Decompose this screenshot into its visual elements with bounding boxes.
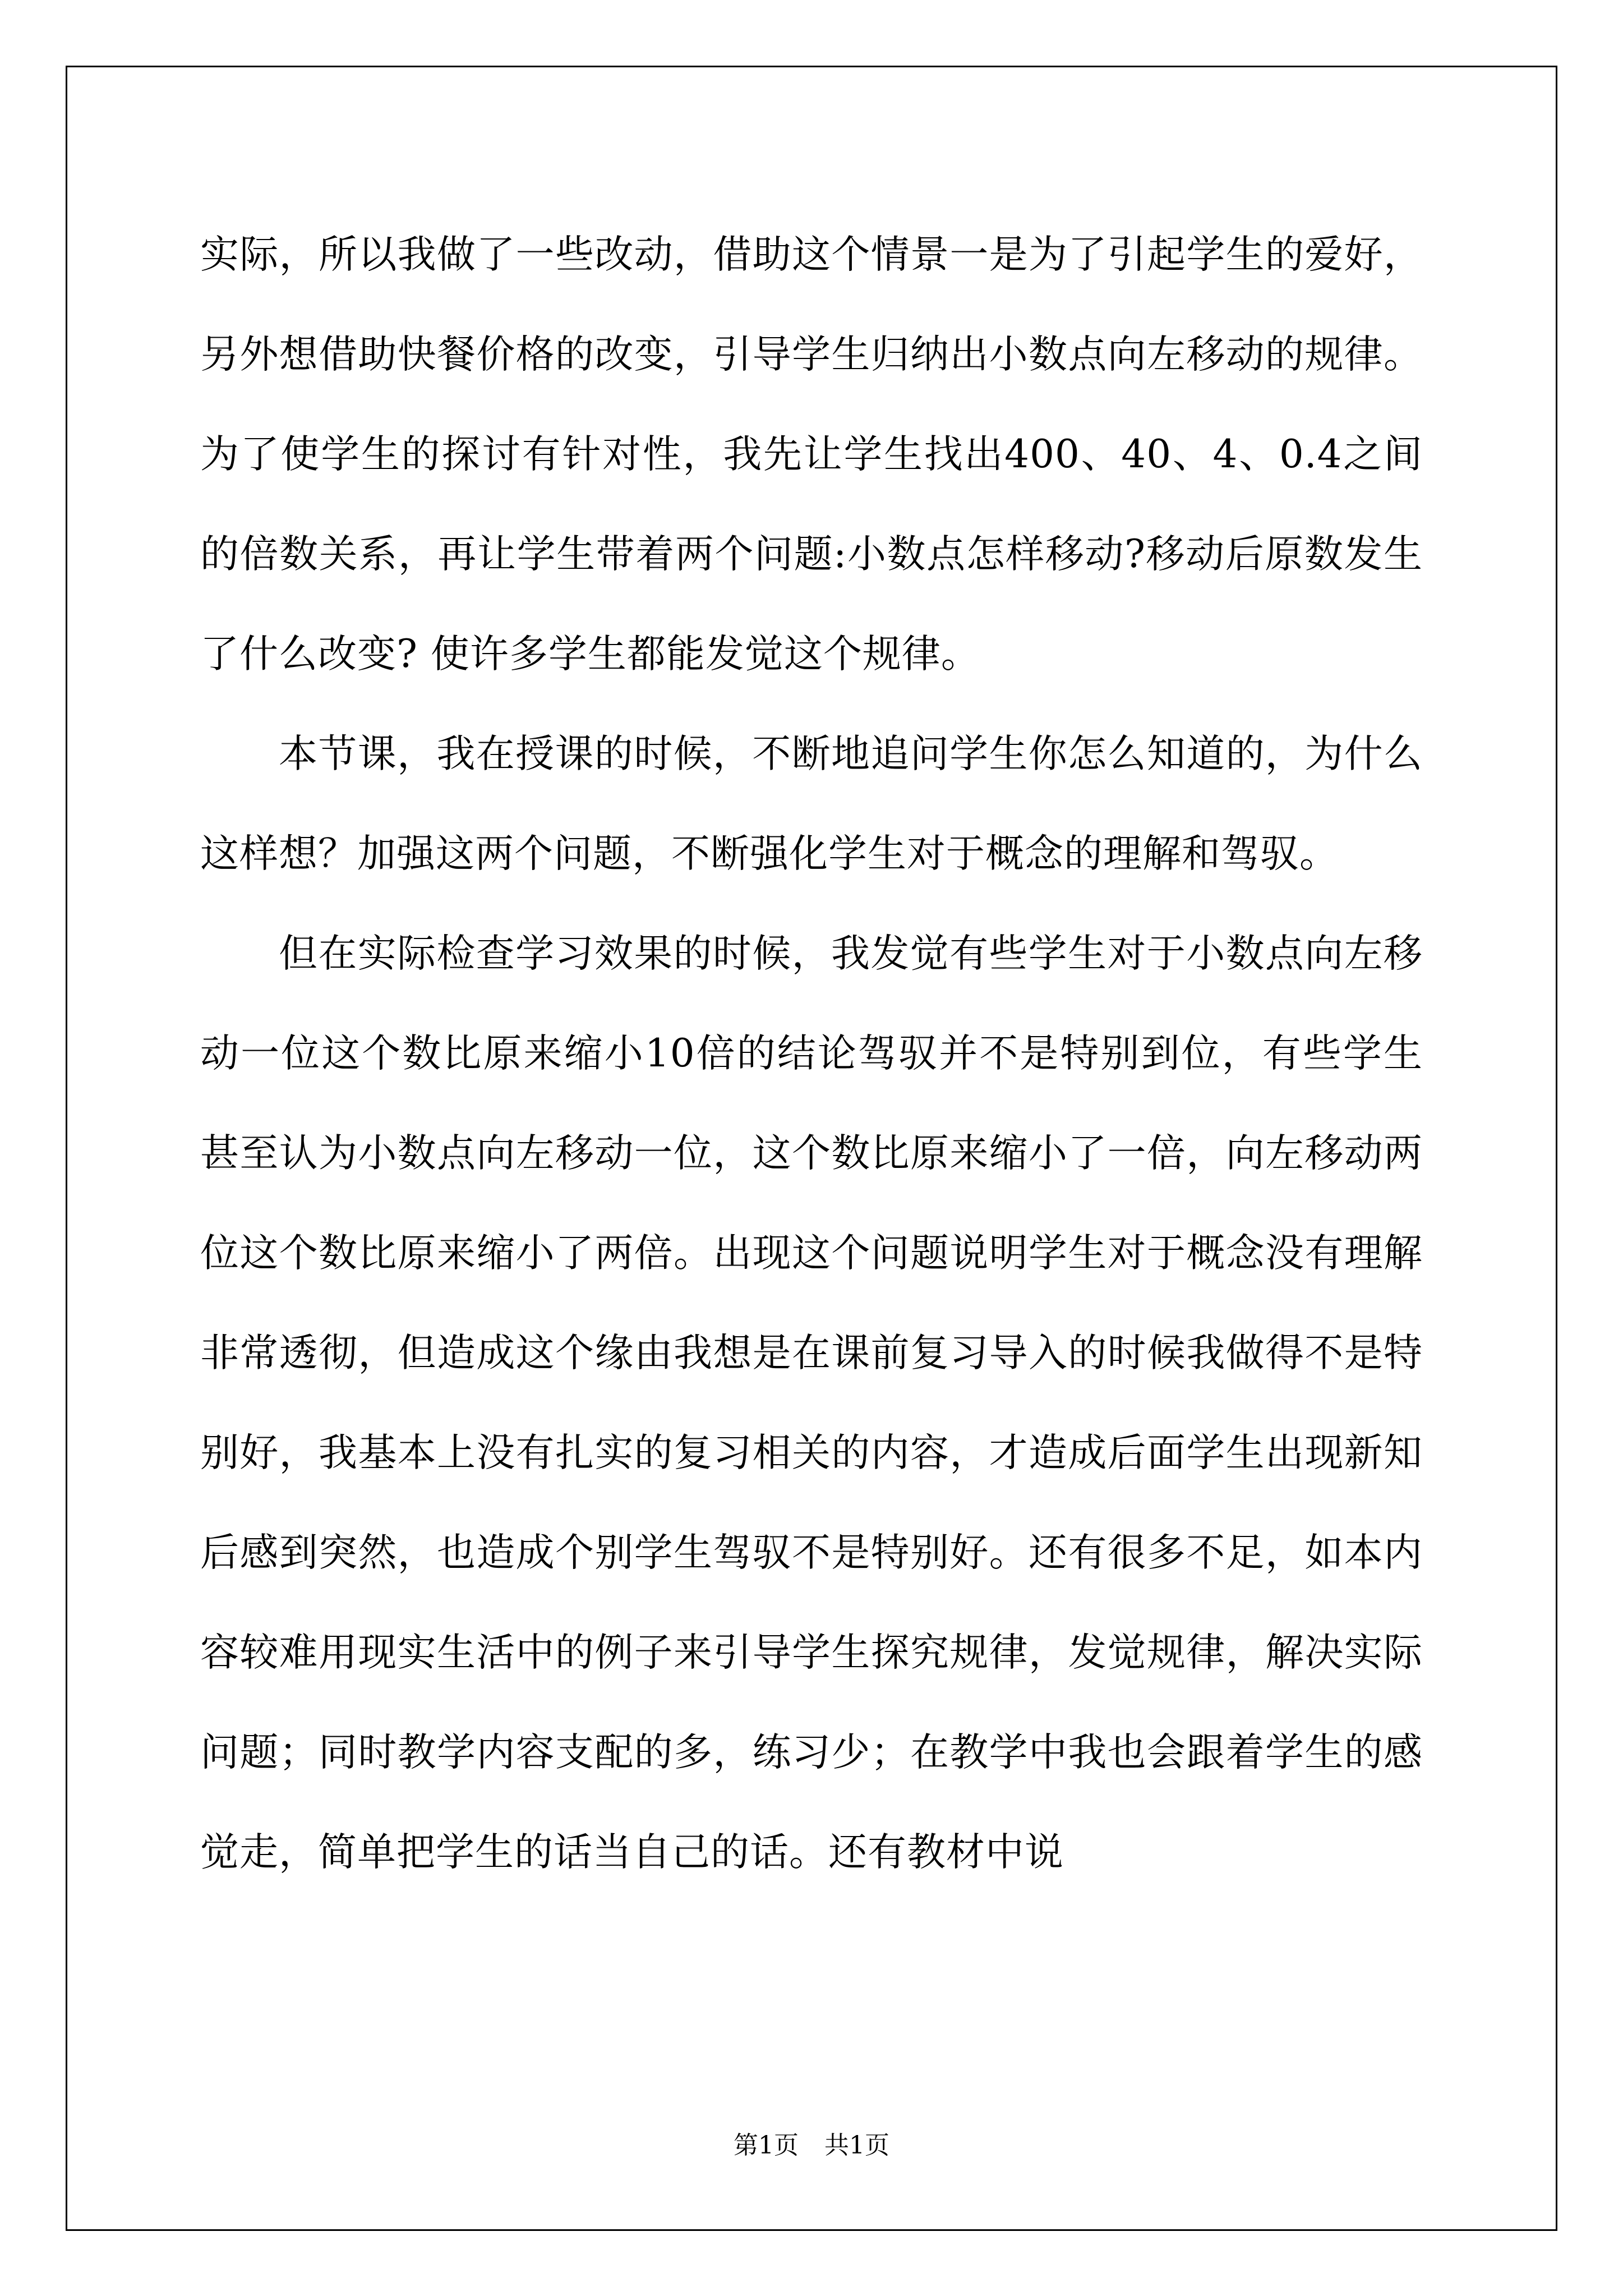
paragraph-1: 实际，所以我做了一些改动，借助这个情景一是为了引起学生的爱好，另外想借助快餐价格的改变，引导学生归纳出小数点向左移动的规律。为了使学生的探讨有针对性，我先让学生找出400、40、4、0.4之间的倍数关系，再让学生带着两个问题:小数点怎样移动?移动后原数发生了什么改变? 使许多学生都能发觉这个规律。	[200, 232, 1423, 677]
document-body	[200, 205, 1423, 1902]
page-number-current: 第1页	[734, 2131, 799, 2160]
page-number-total: 共1页	[824, 2131, 889, 2160]
paragraph-3: 但在实际检查学习效果的时候，我发觉有些学生对于小数点向左移动一位这个数比原来缩小10倍的结论驾驭并不是特别到位，有些学生甚至认为小数点向左移动一位，这个数比原来缩小了一倍，向左移动两位这个数比原来缩小了两倍。出现这个问题说明学生对于概念没有理解非常透彻，但造成这个缘由我想是在课前复习导入的时候我做得不是特别好，我基本上没有扎实的复习相关的内容，才造成后面学生出现新知后感到突然，也造成个别学生驾驭不是特别好。还有很多不足，如本内容较难用现实生活中的例子来引导学生探究规律，发觉规律，解决实际问题；同时教学内容支配的多，练习少；在教学中我也会跟着学生的感觉走，简单把学生的话当自己的话。还有教材中说	[200, 931, 1423, 1875]
page-footer	[0, 2129, 1623, 2162]
paragraph-2: 本节课，我在授课的时候，不断地追问学生你怎么知道的，为什么这样想？加强这两个问题，不断强化学生对于概念的理解和驾驭。	[200, 731, 1423, 876]
